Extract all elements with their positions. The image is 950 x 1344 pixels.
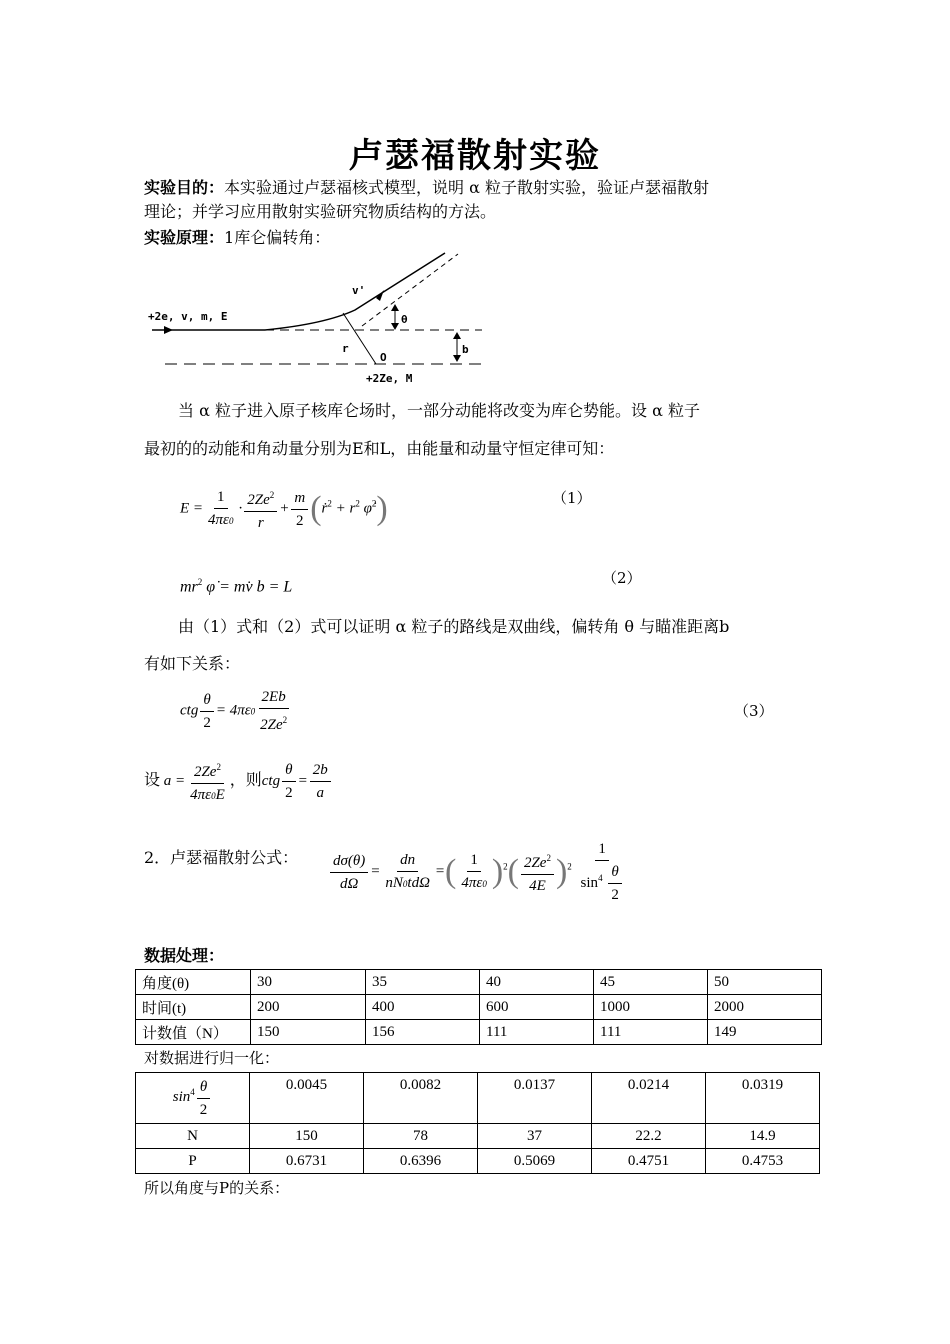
eq3-number: （3） [734, 702, 774, 720]
principle-line [144, 226, 330, 250]
raw-data-table [135, 969, 822, 1045]
table-cell: 22.2 [592, 1124, 706, 1149]
equation-a: 设 a = $\frac{2Ze^2}{4\pi\varepsilon 0E}$ ，则ctg $\frac{\theta}{2}$ = $\frac{2b}{a}$ [144, 756, 333, 807]
table-cell: N [136, 1124, 250, 1149]
formula2-label: 2．卢瑟福散射公式： [144, 848, 299, 867]
table-cell: 45 [594, 970, 708, 995]
purpose-line1 [144, 176, 709, 200]
purpose-label: 实验目的： [144, 178, 225, 197]
b-arrow-up [453, 332, 461, 339]
table-cell: 35 [366, 970, 480, 995]
table-cell: 78 [364, 1124, 478, 1149]
table-cell: 150 [251, 1020, 366, 1045]
conclusion-text: 所以角度与P的关系： [144, 1179, 290, 1197]
table-cell: 1000 [594, 995, 708, 1020]
table-cell: 37 [478, 1124, 592, 1149]
principle-text: 1库仑偏转角： [224, 228, 331, 247]
normalized-table [135, 1072, 820, 1174]
table-cell: 30 [251, 970, 366, 995]
r-label: r [342, 342, 349, 355]
table-cell: 150 [250, 1124, 364, 1149]
data-section-label: 数据处理： [144, 946, 225, 965]
theta-arrow-down [391, 323, 399, 330]
table-cell: 200 [251, 995, 366, 1020]
b-arrow-down [453, 355, 461, 362]
table-cell: 计数值（N） [136, 1020, 251, 1045]
b-label: b [462, 343, 469, 356]
table-cell: 0.5069 [478, 1149, 592, 1174]
table-cell: 156 [366, 1020, 480, 1045]
table-cell: 111 [480, 1020, 594, 1045]
table-cell: 0.0319 [706, 1073, 820, 1124]
theta-label: θ [401, 313, 408, 326]
table-cell: 0.6731 [250, 1149, 364, 1174]
table-cell: 0.4753 [706, 1149, 820, 1174]
eq1-number: （1） [552, 489, 592, 507]
purpose-text2: 理论；并学习应用散射实验研究物质结构的方法。 [144, 202, 497, 221]
page-title: 卢瑟福散射实验 [349, 136, 601, 176]
nucleus-label: +2Ze, M [366, 372, 413, 385]
table-cell: 0.0082 [364, 1073, 478, 1124]
eq2-number: （2） [602, 569, 642, 587]
table-cell: 600 [480, 995, 594, 1020]
table-cell: 0.6396 [364, 1149, 478, 1174]
sin-expression: $\sin^4$ $\frac{\theta}{2}$ [173, 1089, 213, 1105]
particle-label: +2e, v, m, E [148, 310, 228, 323]
table-cell: 111 [594, 1020, 708, 1045]
table-cell: 0.4751 [592, 1149, 706, 1174]
equation-2: $mr^2$ φ̇ = mv̇ b = L [180, 577, 293, 596]
table-cell: 0.0137 [478, 1073, 592, 1124]
theta-arrow-up [391, 304, 399, 311]
table-row [136, 1149, 820, 1174]
table-cell: 角度(θ) [136, 970, 251, 995]
equation-1: E = $\frac{1}{4\pi\varepsilon 0}$ · $\frac{2Ze^2}{r}$ + $\frac{m}{2}$ (ṙ$^2$ + $r^2$ φ̇$^2$) [180, 484, 388, 534]
table-cell: 40 [480, 970, 594, 995]
table-row [136, 1124, 820, 1149]
table-cell: 400 [366, 995, 480, 1020]
table-cell: P [136, 1149, 250, 1174]
table-row [136, 995, 822, 1020]
principle-label: 实验原理： [144, 228, 225, 247]
o-label: O [380, 351, 387, 364]
v-prime-label: v' [352, 284, 366, 297]
table-cell: 0.0045 [250, 1073, 364, 1124]
table-row [136, 970, 822, 995]
deflection-diagram [140, 248, 500, 393]
table-cell: 149 [708, 1020, 822, 1045]
table-cell: 50 [708, 970, 822, 995]
normalize-label: 对数据进行归一化： [144, 1049, 280, 1067]
rutherford-formula: $\frac{d\sigma(\theta)}{d\Omega}$ = $\frac{dn}{\text{nN0tdΩ}}$ =( $\frac{1}{4\pi\varepsilon 0}$ )$^2$( $\frac{2Ze^2}{4E}$ )$^2$ 1 $\sin^4$ $\frac{\theta}{2}$ [328, 838, 629, 906]
paragraph2-line1: 由（1）式和（2）式可以证明 α 粒子的路线是双曲线，偏转角 θ 与瞄准距离b [178, 617, 730, 636]
paragraph1-line1: 当 α 粒子进入原子核库仑场时，一部分动能将改变为库仑势能。设 α 粒子 [178, 401, 700, 420]
incoming-arrow [164, 326, 173, 334]
then-label: ，则 [229, 769, 262, 789]
r-line [343, 313, 376, 364]
set-label: 设 [144, 769, 161, 789]
table-cell: 2000 [708, 995, 822, 1020]
table-cell: 14.9 [706, 1124, 820, 1149]
equation-3: ctg $\frac{\theta}{2}$ = 4πε0 $\frac{2Eb}{2Ze^2}$ [180, 686, 292, 736]
table-row [136, 1073, 820, 1124]
asymptote [362, 254, 458, 326]
purpose-text1: 本实验通过卢瑟福核式模型，说明 α 粒子散射实验，验证卢瑟福散射 [224, 178, 709, 197]
table-row [136, 1020, 822, 1045]
sin-header-cell [136, 1073, 250, 1124]
table-cell: 时间(t) [136, 995, 251, 1020]
table-cell: 0.0214 [592, 1073, 706, 1124]
paragraph1-line2: 最初的的动能和角动量分别为E和L，由能量和动量守恒定律可知： [144, 439, 615, 458]
paragraph2-line2: 有如下关系： [144, 654, 241, 673]
